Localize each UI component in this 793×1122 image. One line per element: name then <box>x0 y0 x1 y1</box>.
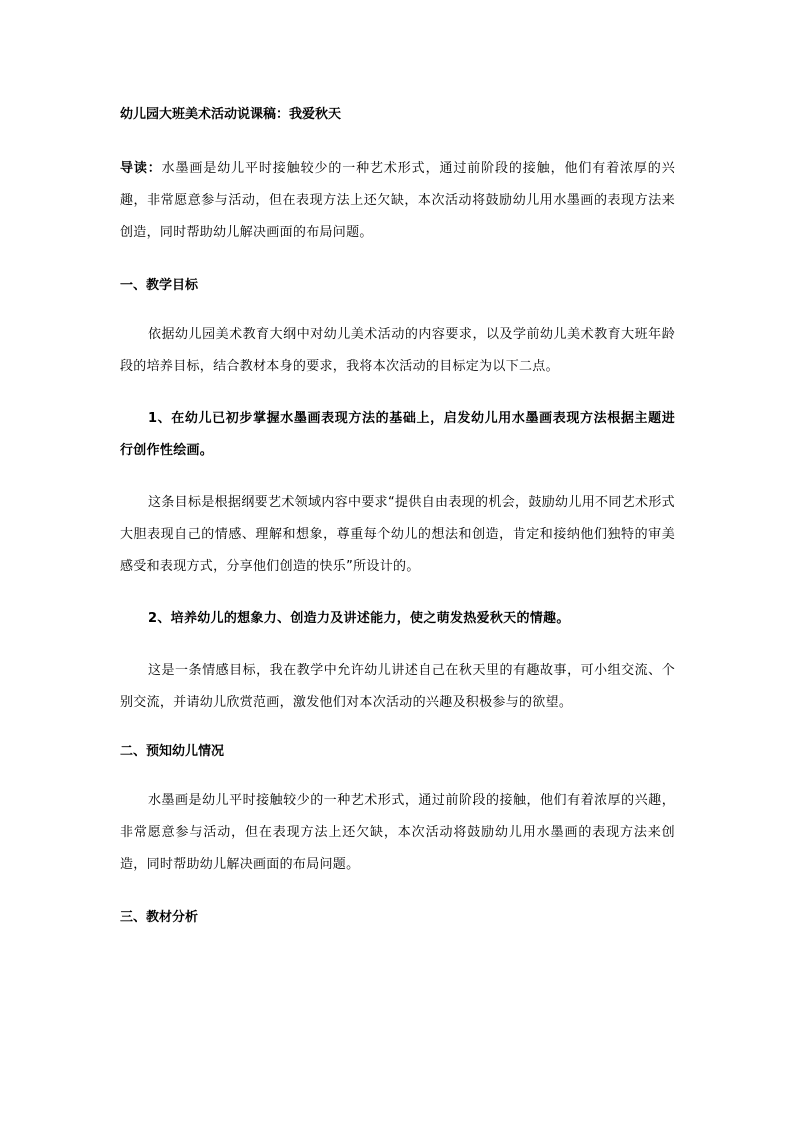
goal-2-explanation: 这是一条情感目标，我在教学中允许幼儿讲述自己在秋天里的有趣故事，可小组交流、个别交流，并请幼儿欣赏范画，激发他们对本次活动的兴趣及积极参与的欲望。 <box>120 663 675 710</box>
goals-intro-paragraph: 依据幼儿园美术教育大纲中对幼儿美术活动的内容要求，以及学前幼儿美术教育大班年龄段的培养目标，结合教材本身的要求，我将本次活动的目标定为以下二点。 <box>120 327 675 374</box>
document-body <box>120 102 675 931</box>
goal-2-paragraph: 2、培养幼儿的想象力、创造力及讲述能力，使之萌发热爱秋天的情趣。 <box>148 611 570 626</box>
section-heading-teaching-goals: 一、教学目标 <box>120 278 199 293</box>
section-heading-material-analysis: 三、教材分析 <box>120 910 199 925</box>
lead-text: 水墨画是幼儿平时接触较少的一种艺术形式，通过前阶段的接触，他们有着浓厚的兴趣，非常愿意参与活动，但在表现方法上还欠缺，本次活动将鼓励幼儿用水墨画的表现方法来创造，同时帮助幼儿解决画面的布局问题。 <box>120 161 675 240</box>
goal-1-explanation: 这条目标是根据纲要艺术领域内容中要求“提供自由表现的机会，鼓励幼儿用不同艺术形式大胆表现自己的情感、理解和想象，尊重每个幼儿的想法和创造，肯定和接纳他们独特的审美感受和表现方式，分享他们创造的快乐”所设计的。 <box>120 495 675 574</box>
child-situation-paragraph: 水墨画是幼儿平时接触较少的一种艺术形式，通过前阶段的接触，他们有着浓厚的兴趣，非常愿意参与活动，但在表现方法上还欠缺，本次活动将鼓励幼儿用水墨画的表现方法来创造，同时帮助幼儿解决画面的布局问题。 <box>120 793 675 872</box>
lead-paragraph <box>120 153 675 249</box>
section-heading-child-situation: 二、预知幼儿情况 <box>120 744 225 759</box>
lead-label: 导读： <box>120 161 162 176</box>
goal-1-paragraph: 1、在幼儿已初步掌握水墨画表现方法的基础上，启发幼儿用水墨画表现方法根据主题进行创作性绘画。 <box>120 411 675 458</box>
document-title: 幼儿园大班美术活动说课稿：我爱秋天 <box>120 107 342 122</box>
